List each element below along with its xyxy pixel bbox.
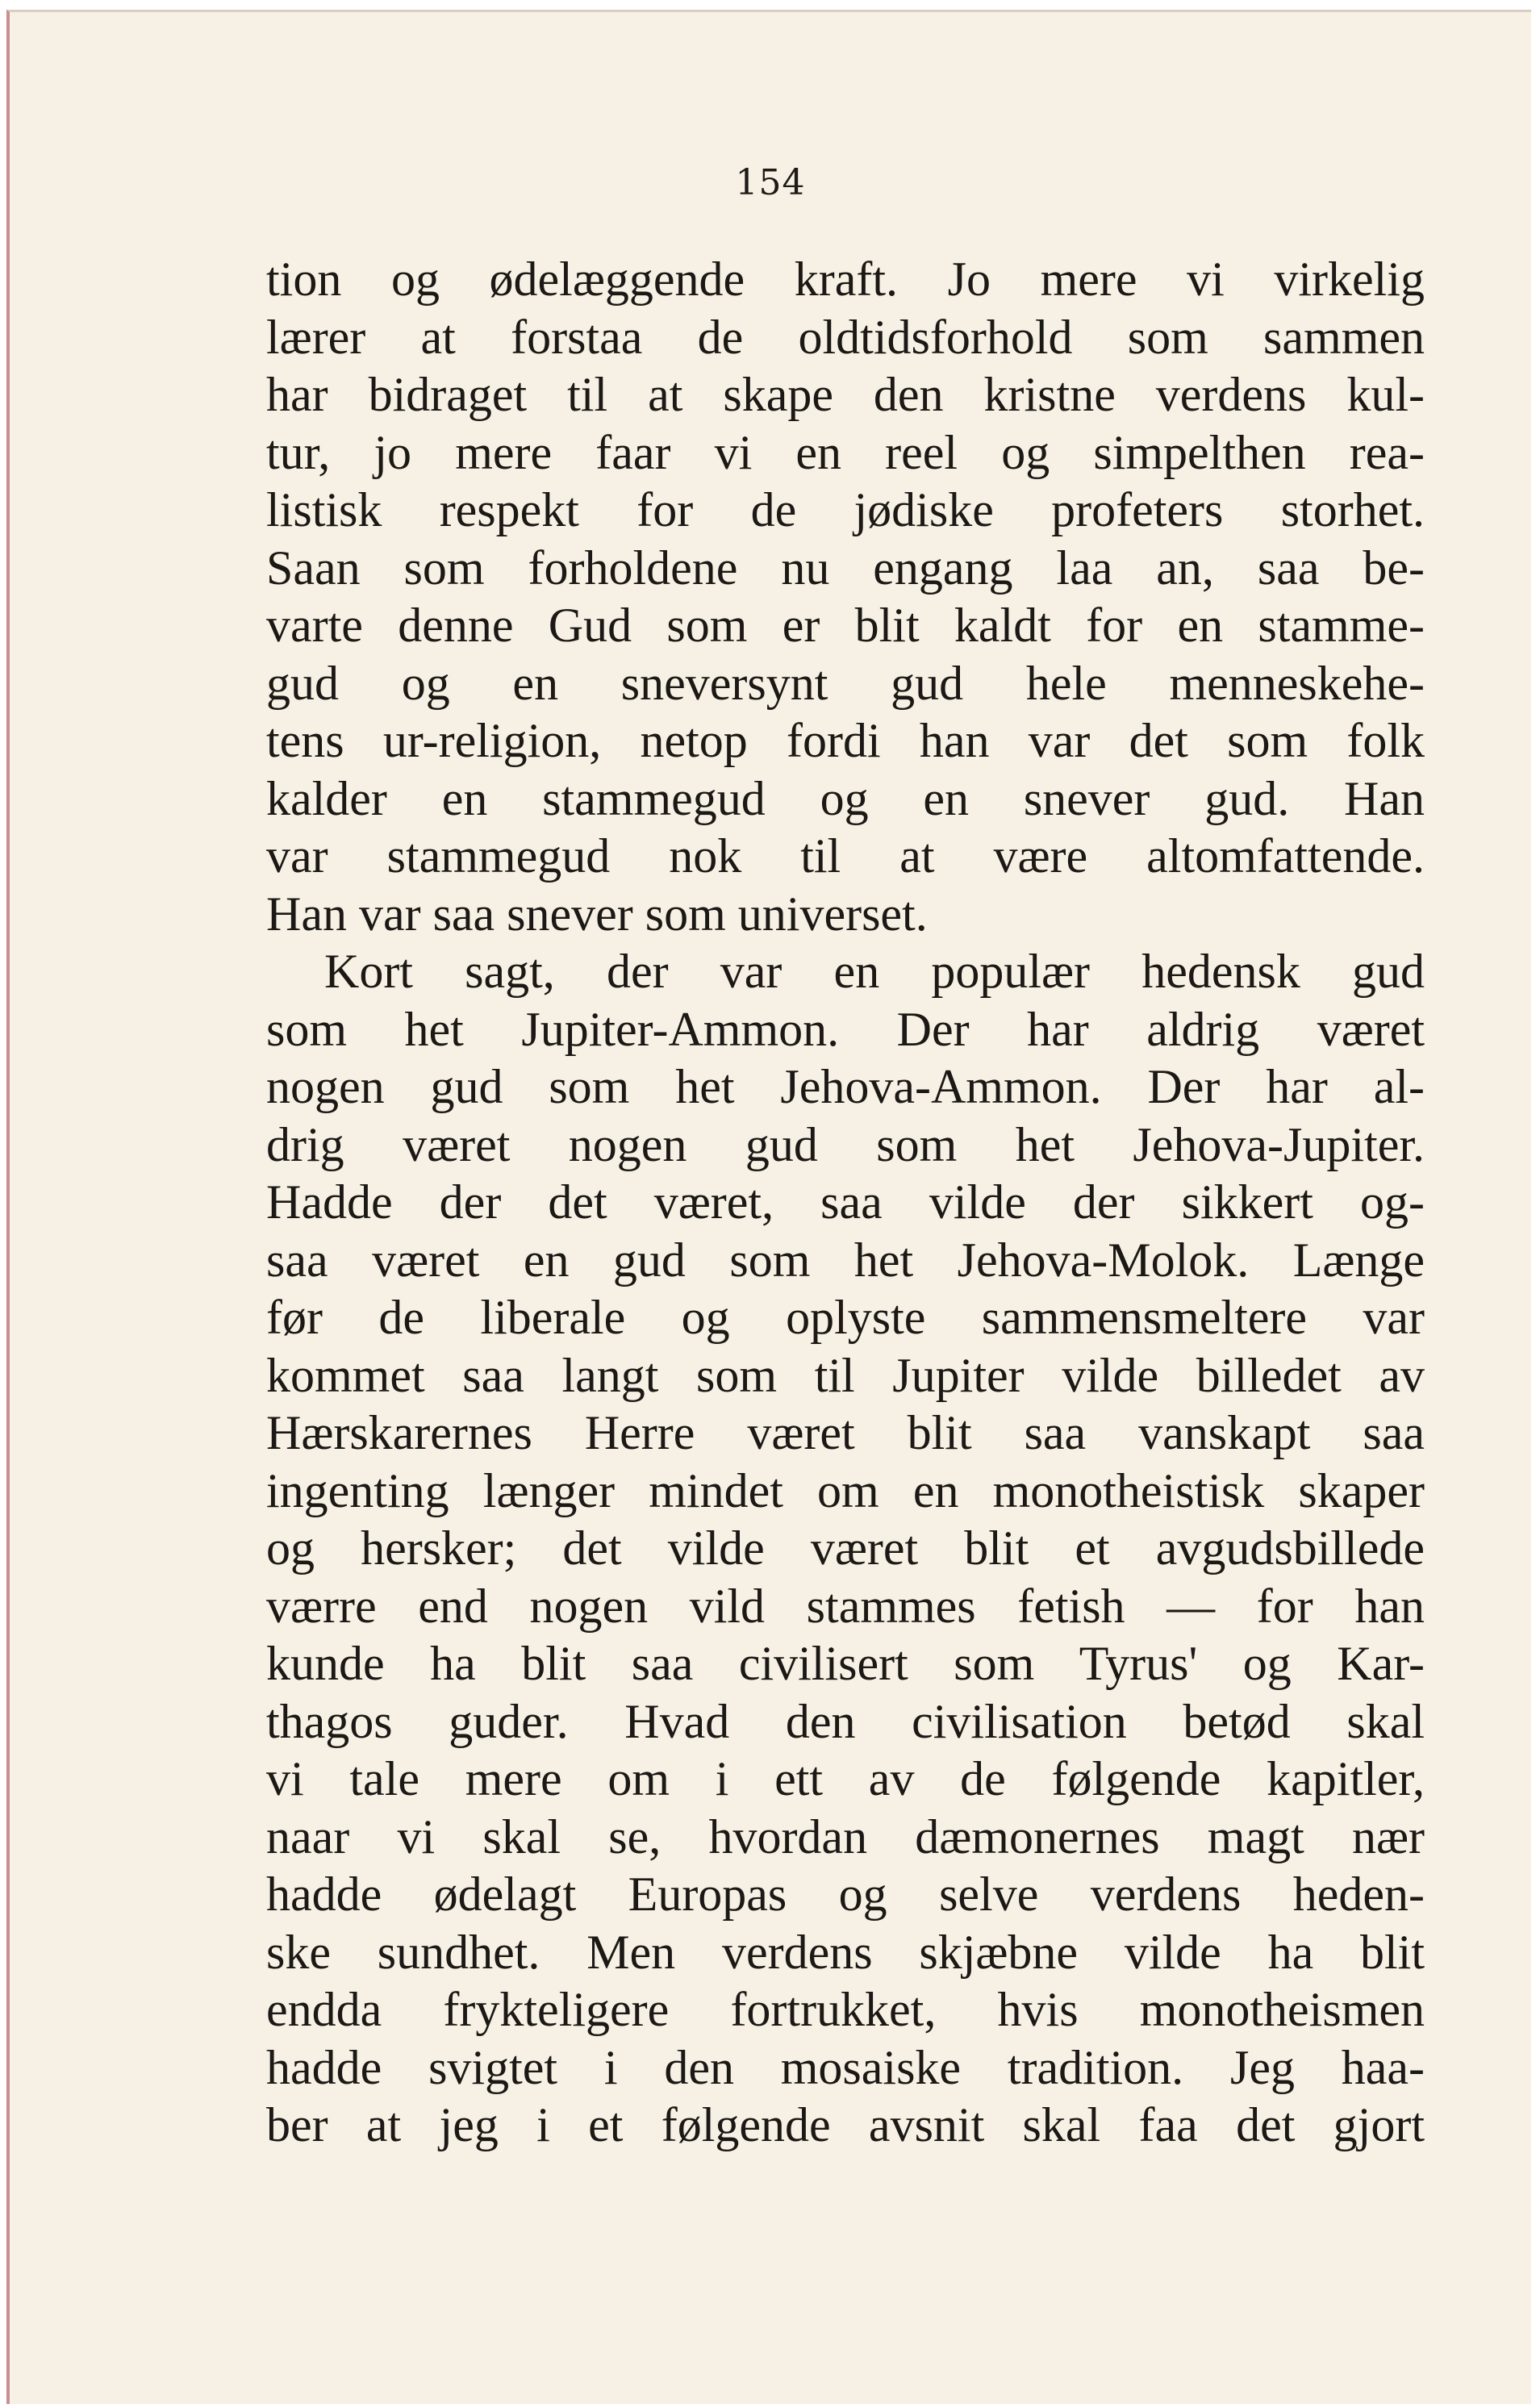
text-line: værre end nogen vild stammes fetish — for han: [266, 1579, 1425, 1633]
text-line: saa været en gud som het Jehova-Molok. Længe: [266, 1233, 1425, 1287]
text-line: endda frykteligere fortrukket, hvis monotheismen: [266, 1983, 1425, 2036]
text-line: ber at jeg i et følgende avsnit skal faa det gjort: [266, 2098, 1425, 2151]
text-line: ingenting længer mindet om en monotheistisk skaper: [266, 1463, 1425, 1517]
text-line: var stammegud nok til at være altomfattende.: [266, 829, 1425, 883]
book-page: [6, 10, 1531, 2404]
text-line: gud og en sneversynt gud hele menneskehe-: [266, 656, 1425, 710]
text-line: Hadde der det været, saa vilde der sikkert og-: [266, 1175, 1425, 1229]
text-line: varte denne Gud som er blit kaldt for en stamme-: [266, 599, 1425, 652]
text-line: og hersker; det vilde været blit et avgudsbillede: [266, 1521, 1425, 1575]
text-line: som het Jupiter-Ammon. Der har aldrig været: [266, 1002, 1425, 1056]
text-line: hadde ødelagt Europas og selve verdens heden-: [266, 1868, 1425, 1921]
text-line: hadde svigtet i den mosaiske tradition. Jeg haa-: [266, 2040, 1425, 2094]
text-line: vi tale mere om i ett av de følgende kapitler,: [266, 1752, 1425, 1805]
text-line: før de liberale og oplyste sammensmeltere var: [266, 1291, 1425, 1344]
text-line: tur, jo mere faar vi en reel og simpelthen rea-: [266, 425, 1425, 479]
text-line: ske sundhet. Men verdens skjæbne vilde ha blit: [266, 1925, 1425, 1979]
text-line: naar vi skal se, hvordan dæmonernes magt nær: [266, 1809, 1425, 1863]
text-line: tion og ødelæggende kraft. Jo mere vi virkelig: [266, 252, 1425, 306]
text-line: har bidraget til at skape den kristne verdens kul-: [266, 368, 1425, 421]
text-line: kalder en stammegud og en snever gud. Han: [266, 771, 1425, 825]
text-line: tens ur-religion, netop fordi han var det som folk: [266, 714, 1425, 767]
body-text: [266, 251, 1425, 2155]
text-line: thagos guder. Hvad den civilisation betød skal: [266, 1694, 1425, 1748]
text-line: drig været nogen gud som het Jehova-Jupiter.: [266, 1117, 1425, 1171]
text-line: Han var saa snever som universet.: [266, 887, 928, 941]
text-line: Kort sagt, der var en populær hedensk gud: [324, 945, 1425, 998]
text-line: kunde ha blit saa civilisert som Tyrus' og Kar-: [266, 1637, 1425, 1690]
text-line: Hærskarernes Herre været blit saa vanskapt saa: [266, 1406, 1425, 1459]
text-line: kommet saa langt som til Jupiter vilde billedet av: [266, 1348, 1425, 1402]
text-line: lærer at forstaa de oldtidsforhold som sammen: [266, 310, 1425, 364]
text-line: Saan som forholdene nu engang laa an, saa be-: [266, 540, 1425, 595]
text-line: listisk respekt for de jødiske profeters storhet.: [266, 483, 1425, 536]
text-line: nogen gud som het Jehova-Ammon. Der har al-: [266, 1060, 1425, 1113]
page-number: 154: [735, 162, 806, 203]
